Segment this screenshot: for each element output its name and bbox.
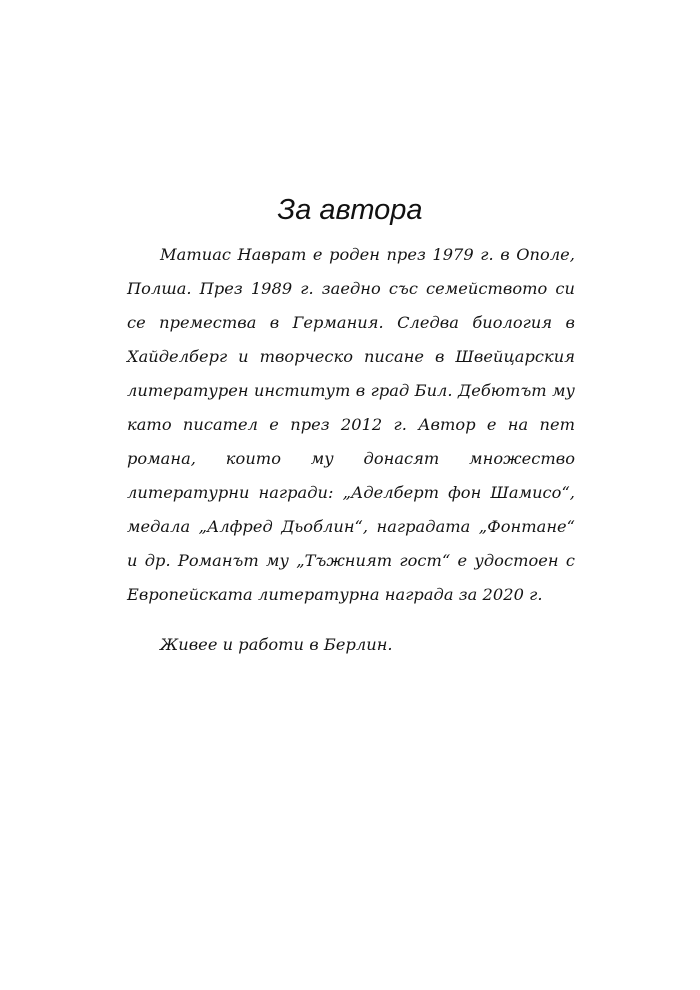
residence-paragraph: Живее и работи в Берлин. xyxy=(160,635,393,654)
page-title: За автора xyxy=(277,194,423,226)
author-bio xyxy=(127,238,575,662)
bio-paragraph: Матиас Наврат е роден през 1979 г. в Ополе, Полша. През 1989 г. заедно със семейството си се премества в Германия. Следва биология в Хайделберг и творческо писане в Швейцарския литературен институт в град Бил. Дебютът му като писател е през 2012 г. Автор е на пет романа, които му донасят множество литературни награди: „Аделберт фон Шамисо“, медала „Алфред Дьоблин“, наградата „Фонтане“ и др. Романът му „Тъжният гост“ е удостоен с Европейската литературна награда за 2020 г. xyxy=(127,245,575,604)
